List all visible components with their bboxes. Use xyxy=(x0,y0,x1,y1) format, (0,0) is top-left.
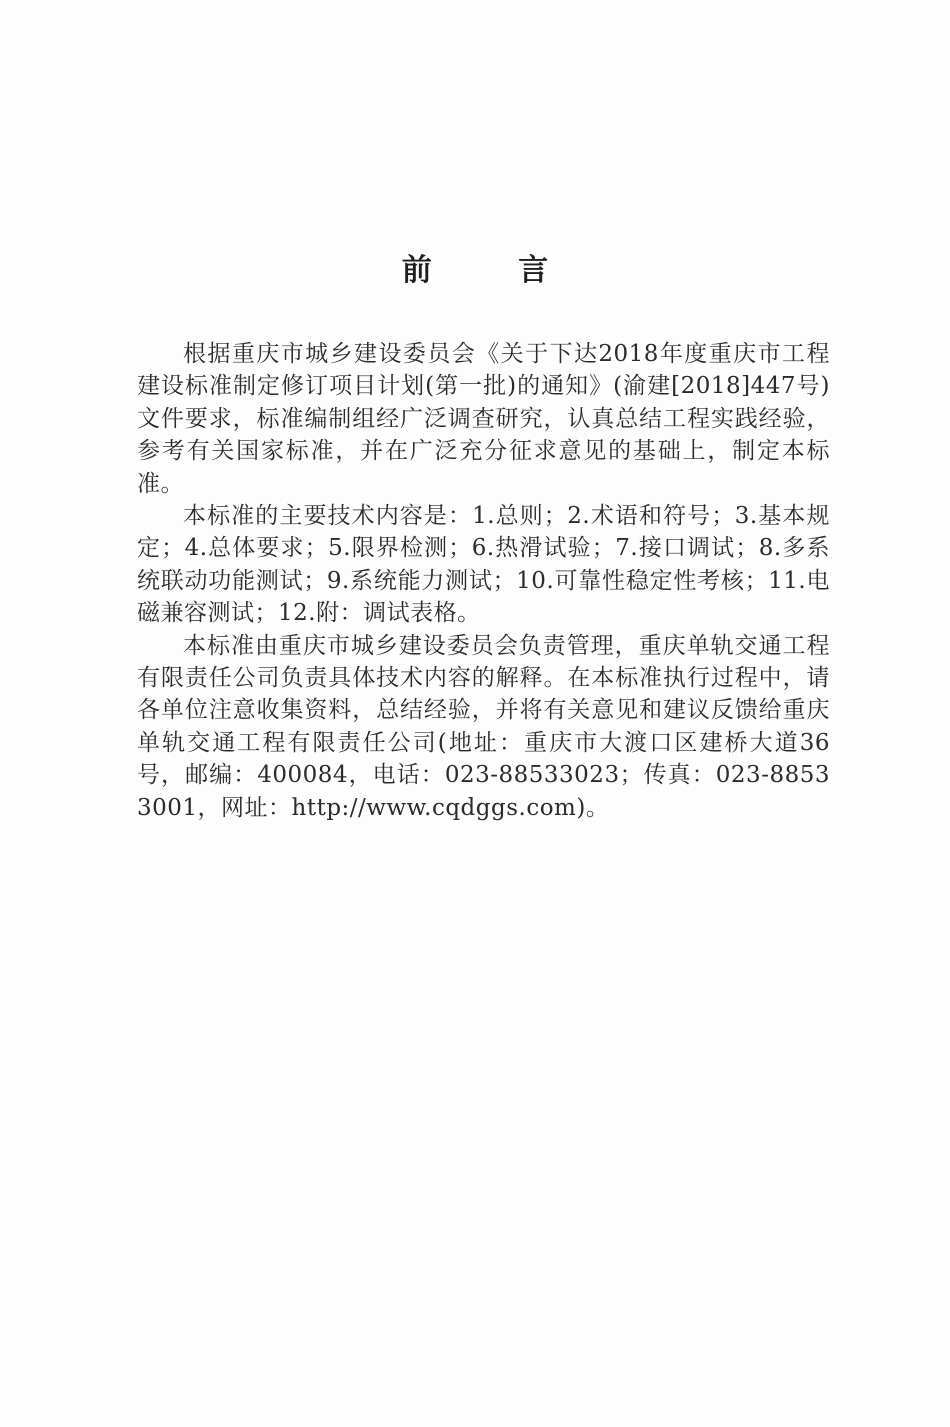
preface-body xyxy=(137,338,830,824)
paragraph-contents: 本标准的主要技术内容是：1.总则；2.术语和符号；3.基本规定；4.总体要求；5.限界检测；6.热滑试验；7.接口调试；8.多系统联动功能测试；9.系统能力测试；10.可靠性稳定性考核；11.电磁兼容测试；12.附：调试表格。 xyxy=(137,503,830,627)
page-title: 前 言 xyxy=(401,253,587,288)
paragraph-management: 本标准由重庆市城乡建设委员会负责管理，重庆单轨交通工程有限责任公司负责具体技术内容的解释。在本标准执行过程中，请各单位注意收集资料，总结经验，并将有关意见和建议反馈给重庆单轨交通工程有限责任公司(地址：重庆市大渡口区建桥大道36号，邮编：400084，电话：023-88533023；传真：023-88533001，网址：http://www.cqdggs.com)。 xyxy=(137,632,830,821)
paragraph-basis: 根据重庆市城乡建设委员会《关于下达2018年度重庆市工程建设标准制定修订项目计划(第一批)的通知》(渝建[2018]447号)文件要求，标准编制组经广泛调查研究，认真总结工程实践经验，参考有关国家标准，并在广泛充分征求意见的基础上，制定本标准。 xyxy=(137,341,830,497)
